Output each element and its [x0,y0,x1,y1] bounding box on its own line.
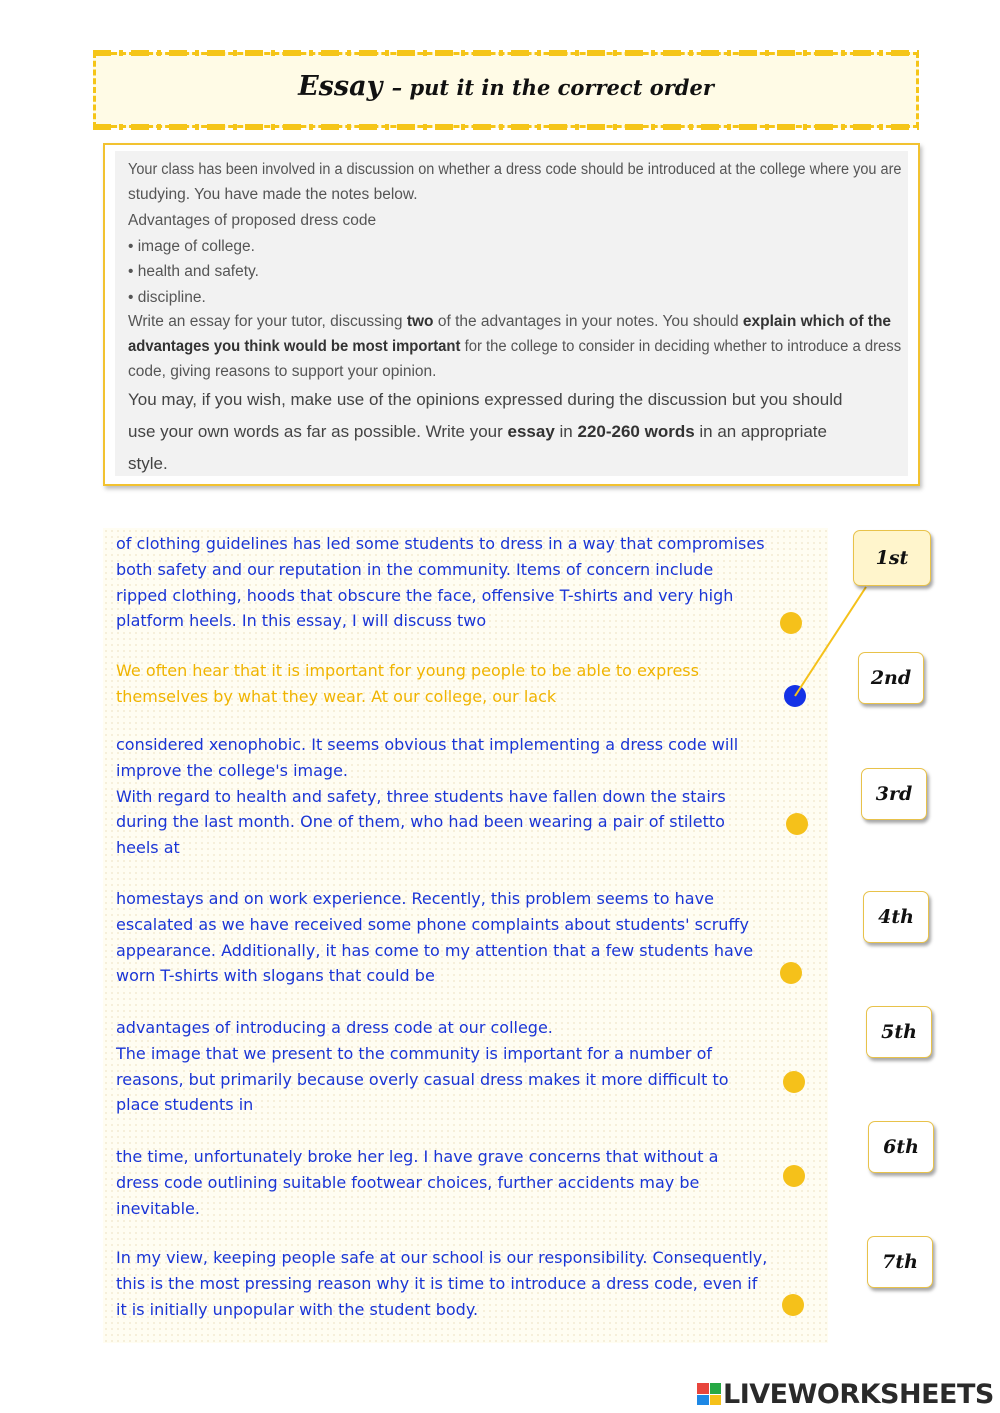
title-main: Essay [298,71,383,102]
task-line: style. [128,454,168,473]
paragraph-7[interactable]: In my view, keeping people safe at our school is our responsibility. Consequently, this is the most pressing reason why it is time to introduce a dress code, even if it is initially unpopular with the student body. [116,1248,768,1319]
order-button-1st[interactable]: 1st [853,530,931,586]
paragraph-5[interactable]: advantages of introducing a dress code at our college. The image that we present to the community is important for a number of reasons, but primarily because overly casual dress makes it more difficult to place students in [116,1018,729,1115]
match-dot[interactable] [786,813,808,835]
task-line: studying. You have made the notes below. [128,186,418,203]
task-line: You may, if you wish, make use of the opinions expressed during the discussion but you should [128,390,843,409]
match-dot[interactable] [783,1165,805,1187]
order-button-6th[interactable]: 6th [868,1121,934,1173]
logo-text: LIVEWORKSHEETS [723,1378,994,1410]
task-line: code, giving reasons to support your opinion. [128,363,437,380]
paragraph-2[interactable]: We often hear that it is important for young people to be able to express themselves by what they wear. At our college, our lack [116,661,699,706]
liveworksheets-logo [697,1378,994,1410]
task-line: Advantages of proposed dress code [128,212,377,229]
paragraph-6[interactable]: the time, unfortunately broke her leg. I have grave concerns that without a dress code outlining suitable footwear choices, further accidents may be inevitable. [116,1147,719,1218]
task-line: advantages you think would be most important for the college to consider in deciding whether to introduce a dress [128,338,902,355]
task-line: Write an essay for your tutor, discussing two of the advantages in your notes. You should explain which of the [128,313,892,330]
order-button-7th[interactable]: 7th [867,1236,933,1288]
logo-icon [697,1383,721,1405]
match-dot[interactable] [780,962,802,984]
page-title [96,71,916,102]
match-dot-selected[interactable] [784,685,806,707]
order-button-2nd[interactable]: 2nd [858,652,924,704]
task-bullet: • discipline. [128,289,206,306]
match-dot[interactable] [782,1294,804,1316]
order-button-3rd[interactable]: 3rd [861,768,927,820]
task-bullet: • image of college. [128,238,255,255]
task-line: Your class has been involved in a discussion on whether a dress code should be introduced at the college where you are [128,161,902,178]
paragraph-4[interactable]: homestays and on work experience. Recently, this problem seems to have escalated as we have received some phone complaints about students' scruffy appearance. Additionally, it has come to my attention that a few students have worn T-shirts with slogans that could be [116,889,754,986]
match-dot[interactable] [783,1071,805,1093]
task-bullet: • health and safety. [128,263,259,280]
task-background [115,151,908,476]
paragraph-3[interactable]: considered xenophobic. It seems obvious that implementing a dress code will improve the college's image. With regard to health and safety, three students have fallen down the stairs during the last month. One of them, who had been wearing a pair of stiletto heels at [116,735,739,858]
match-dot[interactable] [780,612,802,634]
title-banner [93,52,919,128]
task-line: use your own words as far as possible. Write your essay in 220-260 words in an appropriate [128,422,827,441]
order-button-4th[interactable]: 4th [863,891,929,943]
order-button-5th[interactable]: 5th [866,1006,932,1058]
paragraph-1[interactable]: of clothing guidelines has led some students to dress in a way that compromises both safety and our reputation in the community. Items of concern include ripped clothing, hoods that obscure the face, offensive T-shirts and very high platform heels. In this essay, I will discuss two [116,534,765,631]
title-sub: – put it in the correct order [391,75,714,100]
task-box [103,143,920,486]
